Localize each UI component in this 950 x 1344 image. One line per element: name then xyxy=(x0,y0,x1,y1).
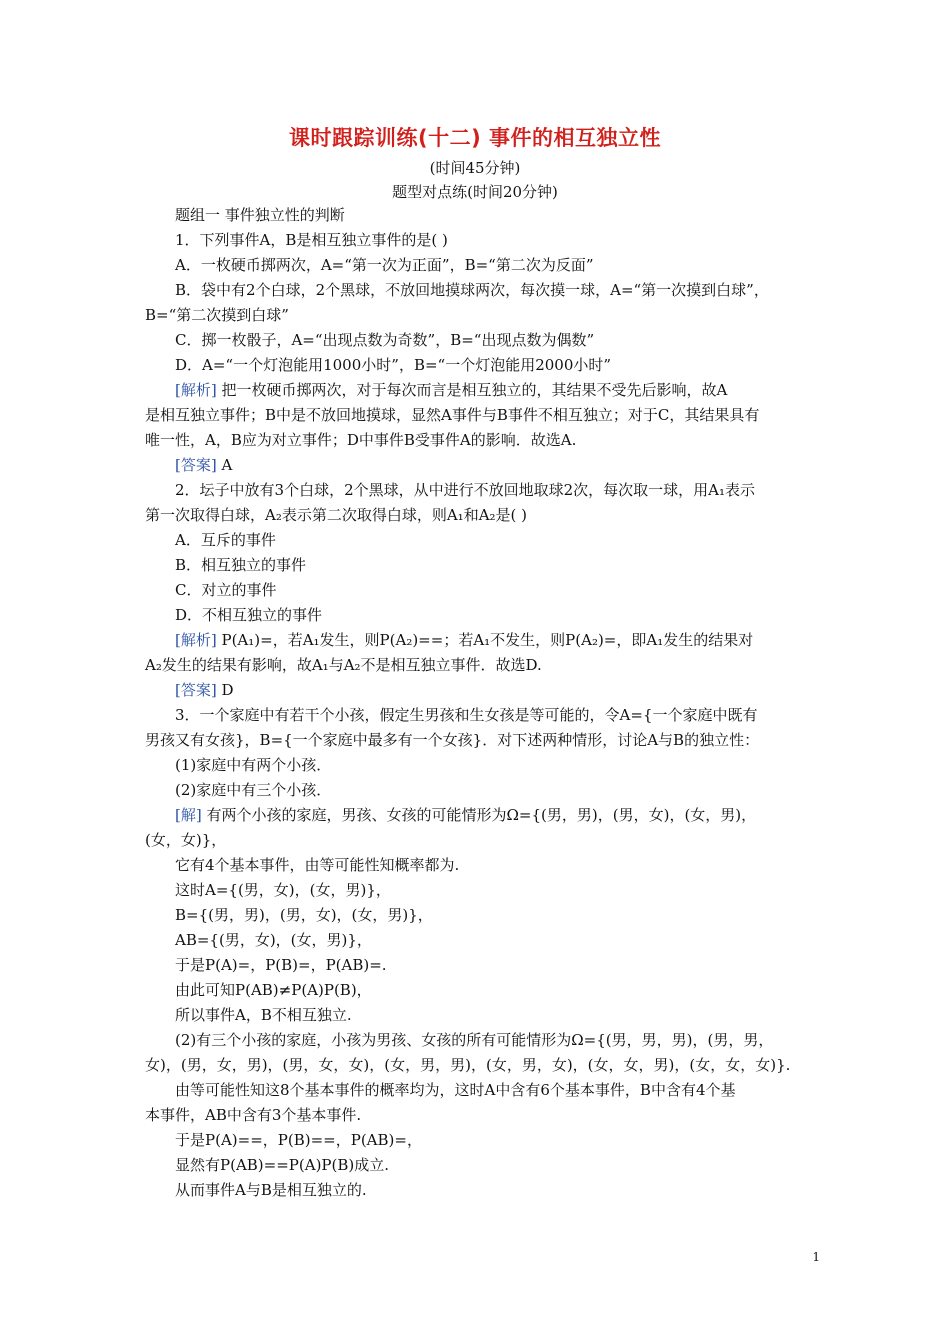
analysis-tag: [解析] xyxy=(175,631,217,649)
q3-line-cont: 本事件，AB中含有3个基本事件. xyxy=(145,1106,362,1124)
q2-option-b: B．相互独立的事件 xyxy=(175,556,307,574)
q1-option-c: C．掷一枚骰子，A=“出现点数为奇数”，B=“出现点数为偶数” xyxy=(175,331,595,349)
q3-solution-cont: (女，女)}， xyxy=(145,831,227,849)
q3-line: 显然有P(AB)==P(A)P(B)成立. xyxy=(175,1156,390,1174)
q3-line: 由此可知P(AB)≠P(A)P(B)， xyxy=(175,981,372,999)
q3-line: 由等可能性知这8个基本事件的概率均为，这时A中含有6个基本事件，B中含有4个基 xyxy=(175,1081,736,1099)
q3-case-2: (2)家庭中有三个小孩． xyxy=(175,781,332,799)
analysis-tag: [解析] xyxy=(175,381,217,399)
q3-line: (2)有三个小孩的家庭，小孩为男孩、女孩的所有可能情形为Ω={(男，男，男)，(男，男， xyxy=(175,1031,774,1049)
q3-line: 于是P(A)=，P(B)=，P(AB)=. xyxy=(175,956,387,974)
answer-tag: [答案] xyxy=(175,456,217,474)
q2-option-a: A．互斥的事件 xyxy=(175,531,276,549)
q3-line: B={(男，男)，(男，女)，(女，男)}， xyxy=(175,906,433,924)
document-body xyxy=(145,203,810,1203)
q3-line: 它有4个基本事件，由等可能性知概率都为. xyxy=(175,856,460,874)
answer-tag: [答案] xyxy=(175,681,217,699)
q2-answer: [答案] D xyxy=(175,681,234,699)
q2-analysis: [解析] P(A₁)=，若A₁发生，则P(A₂)==；若A₁不发生，则P(A₂)=，即A₁发生的结果对 xyxy=(175,631,754,649)
q1-stem: 1．下列事件A，B是相互独立事件的是( ) xyxy=(175,231,448,249)
time-total: (时间45分钟) xyxy=(429,159,521,177)
q2-analysis-cont: A₂发生的结果有影响，故A₁与A₂不是相互独立事件．故选D. xyxy=(145,656,542,674)
q3-solution: [解] 有两个小孩的家庭，男孩、女孩的可能情形为Ω={(男，男)，(男，女)，(女，男)， xyxy=(175,806,757,824)
q3-line: 所以事件A，B不相互独立. xyxy=(175,1006,352,1024)
q3-stem-cont: 男孩又有女孩}，B={一个家庭中最多有一个女孩}．对下述两种情形，讨论A与B的独立性： xyxy=(145,731,760,749)
q1-analysis-cont: 是相互独立事件；B中是不放回地摸球，显然A事件与B事件不相互独立；对于C，其结果具有 xyxy=(145,406,760,424)
q3-line: 于是P(A)==，P(B)==，P(AB)=， xyxy=(175,1131,422,1149)
q1-option-d: D．A=“一个灯泡能用1000小时”，B=“一个灯泡能用2000小时” xyxy=(175,356,612,374)
q1-analysis-cont: 唯一性，A，B应为对立事件；D中事件B受事件A的影响．故选A. xyxy=(145,431,577,449)
solution-tag: [解] xyxy=(175,806,202,824)
q2-stem: 2．坛子中放有3个白球，2个黑球，从中进行不放回地取球2次，每次取一球，用A₁表示 xyxy=(175,481,756,499)
q3-line: 这时A={(男，女)，(女，男)}， xyxy=(175,881,391,899)
section-title: 题型对点练(时间20分钟) xyxy=(392,183,558,201)
q2-option-c: C．对立的事件 xyxy=(175,581,277,599)
q1-option-b-cont: B=“第二次摸到白球” xyxy=(145,306,289,324)
q1-analysis: [解析] 把一枚硬币掷两次，对于每次而言是相互独立的，其结果不受先后影响，故A xyxy=(175,381,728,399)
q3-line: AB={(男，女)，(女，男)}， xyxy=(175,931,372,949)
q1-option-b: B．袋中有2个白球，2个黑球，不放回地摸球两次，每次摸一球，A=“第一次摸到白球”， xyxy=(175,281,769,299)
q3-case-1: (1)家庭中有两个小孩． xyxy=(175,756,332,774)
q1-answer: [答案] A xyxy=(175,456,233,474)
q2-option-d: D．不相互独立的事件 xyxy=(175,606,323,624)
q2-stem-cont: 第一次取得白球，A₂表示第二次取得白球，则A₁和A₂是( ) xyxy=(145,506,528,524)
page-title: 课时跟踪训练(十二) 事件的相互独立性 xyxy=(288,126,661,150)
group-heading: 题组一 事件独立性的判断 xyxy=(175,206,345,224)
page-number: 1 xyxy=(812,1250,820,1264)
q3-line: 从而事件A与B是相互独立的. xyxy=(175,1181,367,1199)
q3-stem: 3．一个家庭中有若干个小孩，假定生男孩和生女孩是等可能的，令A={一个家庭中既有 xyxy=(175,706,758,724)
q3-line-cont: 女)，(男，女，男)，(男，女，女)，(女，男，男)，(女，男，女)，(女，女，男)，(女，女，女)}. xyxy=(145,1056,791,1074)
q1-option-a: A．一枚硬币掷两次，A=“第一次为正面”，B=“第二次为反面” xyxy=(175,256,594,274)
